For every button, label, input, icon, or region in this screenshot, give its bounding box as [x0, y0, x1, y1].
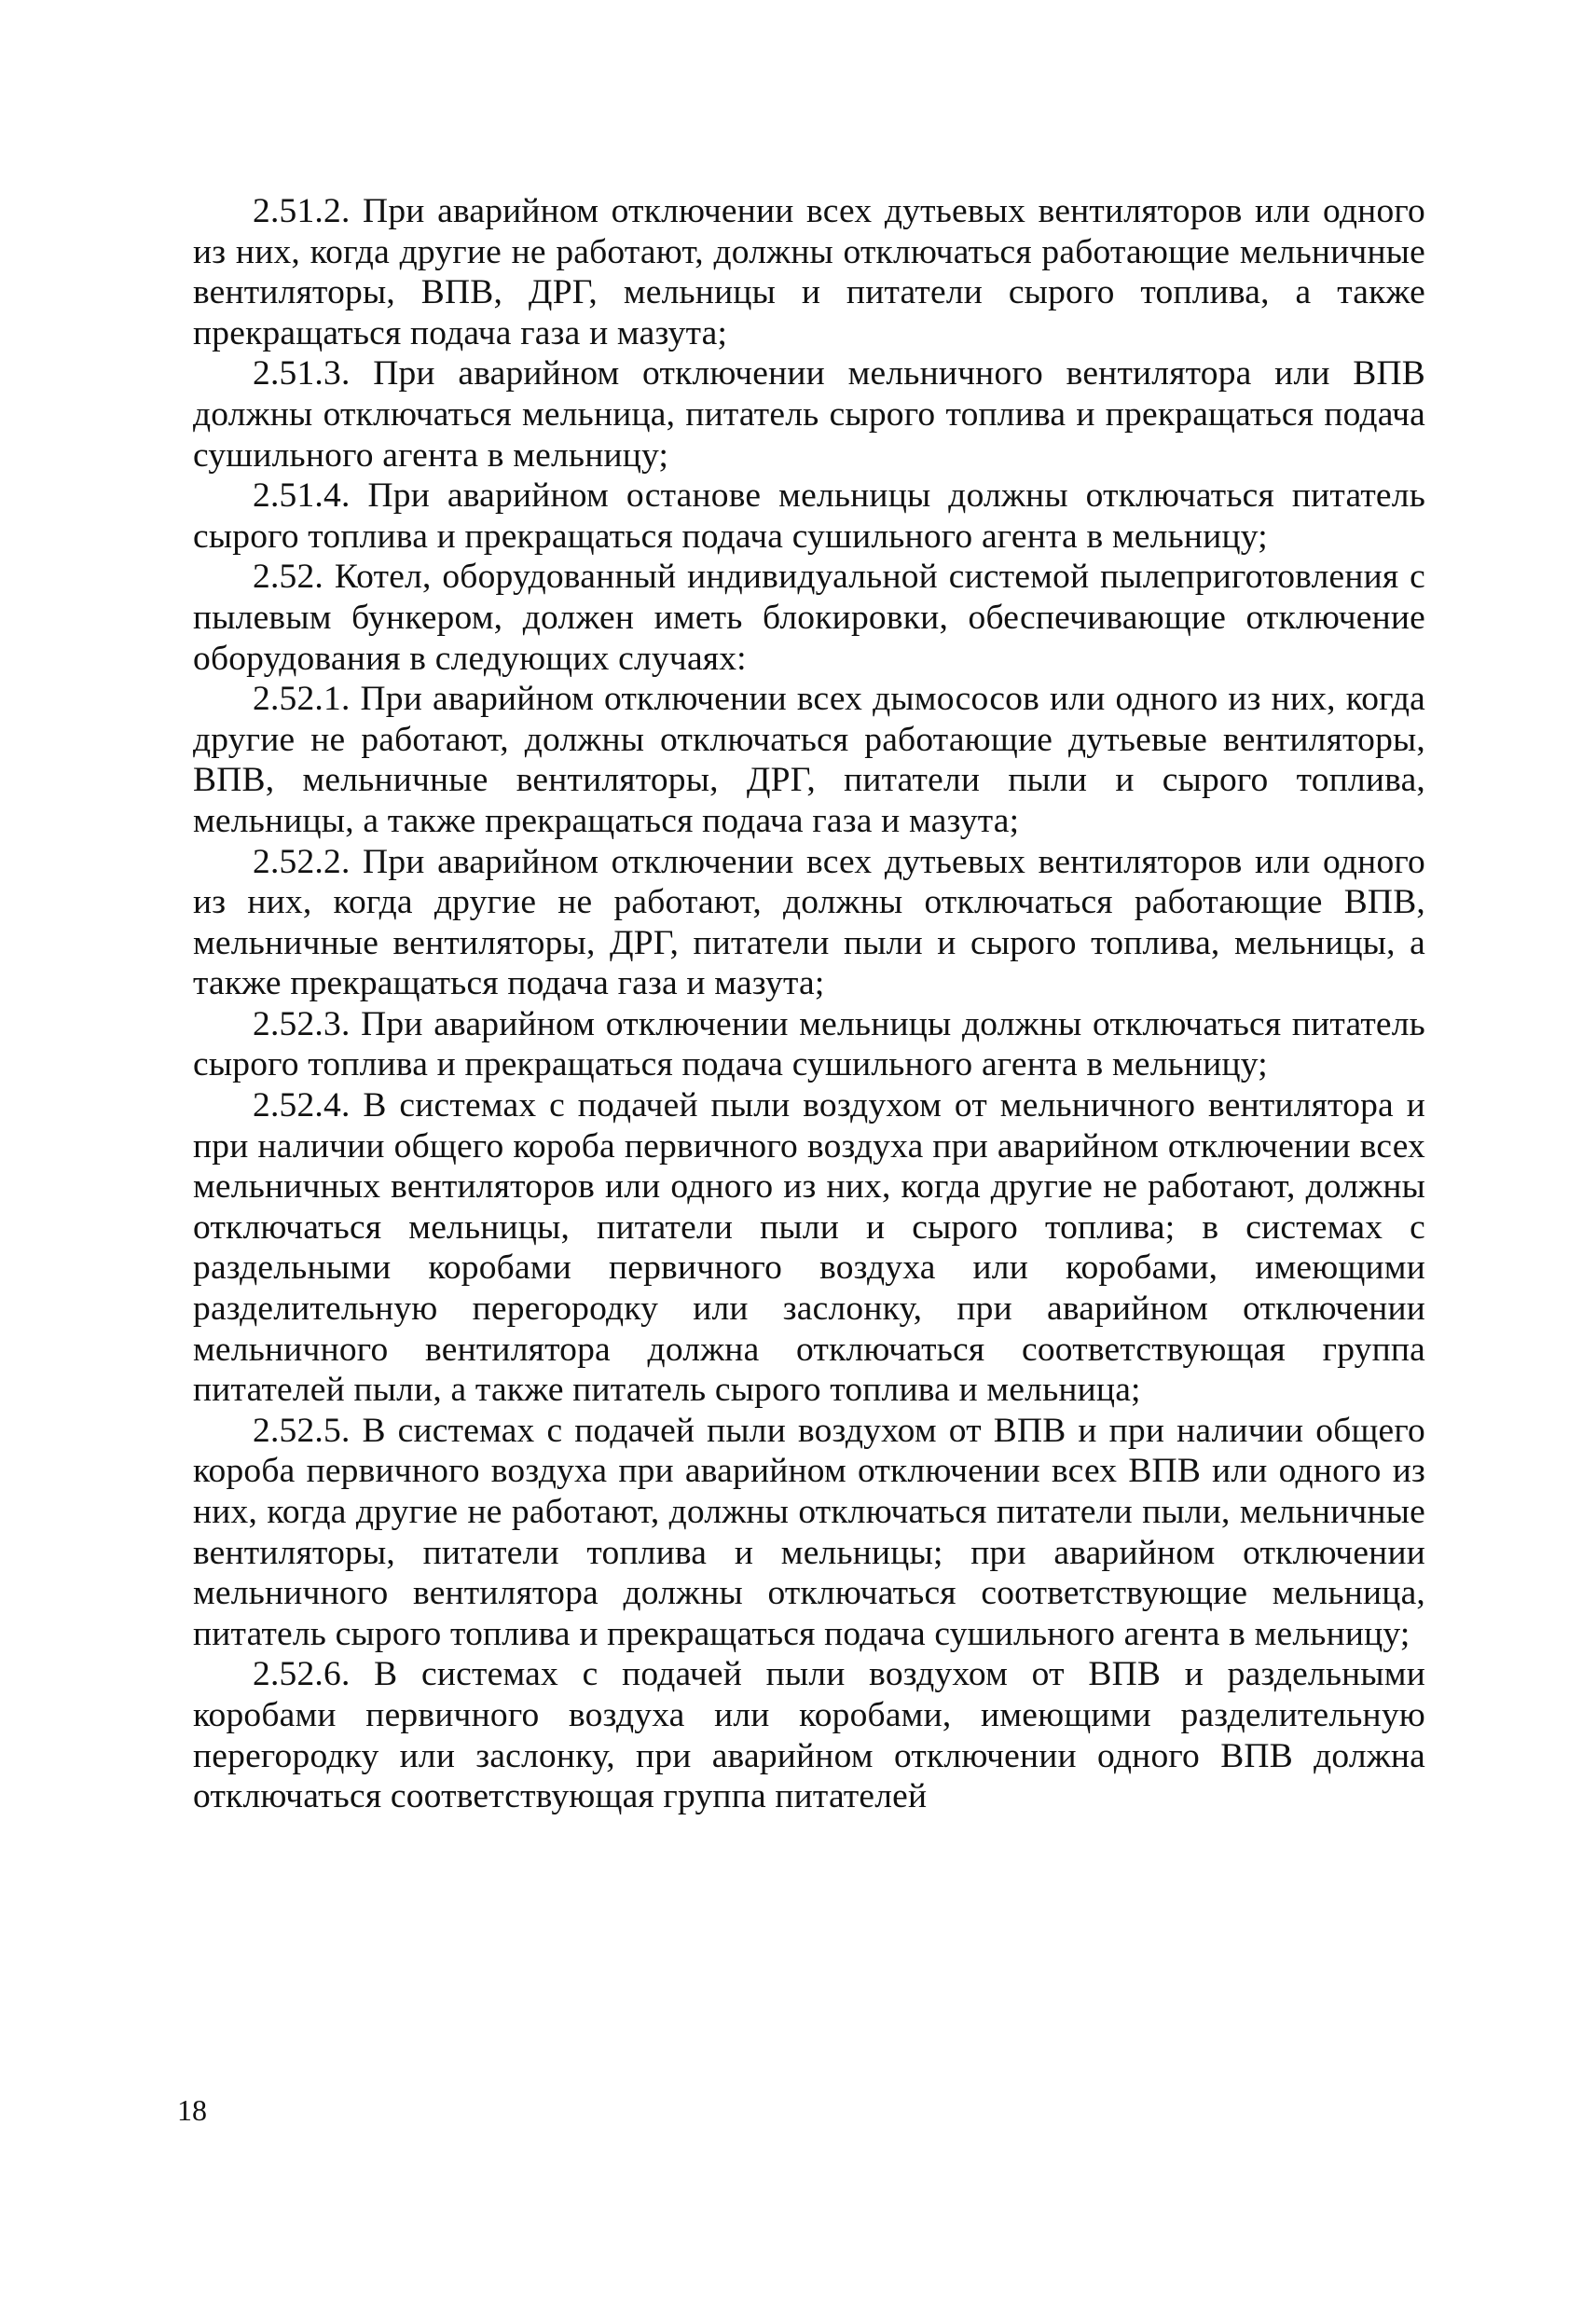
paragraph-2-52-4: 2.52.4. В системах с подачей пыли воздухом от мельничного вентилятора и при наличии общего короба первичного воздуха при аварийном отключении всех мельничных вентиляторов или одного из них, когда другие не работают, должны отключаться мельницы, питатели пыли и сырого топлива; в системах с раздельными коробами первичного воздуха или коробами, имеющими разделительную перегородку или заслонку, при аварийном отключении мельничного вентилятора должна отключаться соответствующая группа питателей пыли, а также питатель сырого топлива и мельница;: [193, 1086, 1425, 1410]
paragraph-2-52-6: 2.52.6. В системах с подачей пыли воздухом от ВПВ и раздельными коробами первичного воздуха или коробами, имеющими разделительную перегородку или заслонку, при аварийном отключении одного ВПВ должна отключаться соответствующая группа питателей: [193, 1655, 1425, 1816]
paragraph-2-51-3: 2.51.3. При аварийном отключении мельничного вентилятора или ВПВ должны отключаться мельница, питатель сырого топлива и прекращаться подача сушильного агента в мельницу;: [193, 354, 1425, 475]
body-text: [193, 191, 1425, 1817]
paragraph-2-52-3: 2.52.3. При аварийном отключении мельницы должны отключаться питатель сырого топлива и прекращаться подача сушильного агента в мельницу;: [193, 1004, 1425, 1084]
paragraph-2-51-2: 2.51.2. При аварийном отключении всех дутьевых вентиляторов или одного из них, когда другие не работают, должны отключаться работающие мельничные вентиляторы, ВПВ, ДРГ, мельницы и питатели сырого топлива, а также прекращаться подача газа и мазута;: [193, 192, 1425, 352]
paragraph-2-52-2: 2.52.2. При аварийном отключении всех дутьевых вентиляторов или одного из них, когда другие не работают, должны отключаться работающие ВПВ, мельничные вентиляторы, ДРГ, питатели пыли и сырого топлива, мельницы, а также прекращаться подача газа и мазута;: [193, 842, 1425, 1003]
paragraph-2-52-1: 2.52.1. При аварийном отключении всех дымососов или одного из них, когда другие не работают, должны отключаться работающие дутьевые вентиляторы, ВПВ, мельничные вентиляторы, ДРГ, питатели пыли и сырого топлива, мельницы, а также прекращаться подача газа и мазута;: [193, 680, 1425, 840]
page-number: 18: [177, 2093, 207, 2127]
paragraph-2-52: 2.52. Котел, оборудованный индивидуальной системой пылеприготовления с пылевым бункером, должен иметь блокировки, обеспечивающие отключение оборудования в следующих случаях:: [193, 558, 1425, 678]
paragraph-2-52-5: 2.52.5. В системах с подачей пыли воздухом от ВПВ и при наличии общего короба первичного воздуха при аварийном отключении всех ВПВ или одного из них, когда другие не работают, должны отключаться питатели пыли, мельничные вентиляторы, питатели топлива и мельницы; при аварийном отключении мельничного вентилятора должны отключаться соответствующие мельница, питатель сырого топлива и прекращаться подача сушильного агента в мельницу;: [193, 1411, 1425, 1653]
paragraph-2-51-4: 2.51.4. При аварийном останове мельницы должны отключаться питатель сырого топлива и прекращаться подача сушильного агента в мельницу;: [193, 476, 1425, 556]
